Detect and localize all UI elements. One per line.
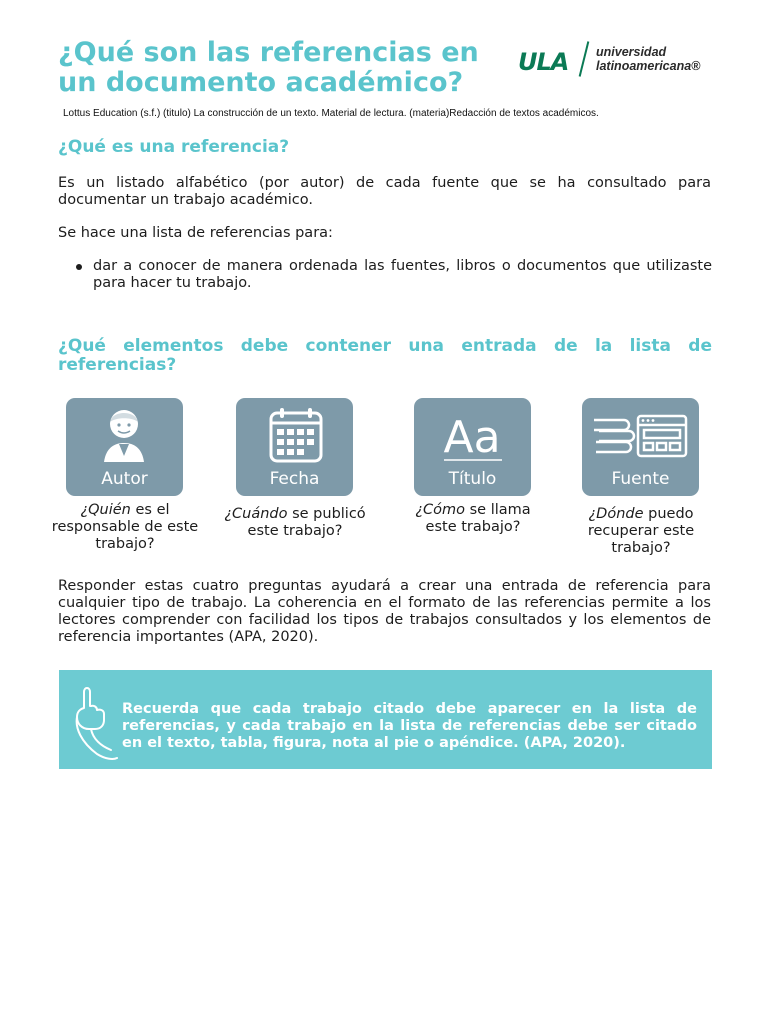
card-label: Título xyxy=(448,469,497,489)
bullet-icon xyxy=(76,264,82,270)
university-logo xyxy=(518,40,718,80)
caption-text: se llama este trabajo? xyxy=(425,502,531,535)
purpose-paragraph: Se hace una lista de referencias para: xyxy=(58,225,333,241)
definition-paragraph: Es un listado alfabético (por autor) de cada fuente que se ha consultado para documentar un trabajo académico. xyxy=(58,175,711,208)
list-item-text: dar a conocer de manera ordenada las fuentes, libros o documentos que utilizaste para hacer tu trabajo. xyxy=(93,258,712,291)
caption-text: se publicó este trabajo? xyxy=(247,506,366,539)
logo-name-line1: universidad xyxy=(596,45,667,59)
caption-emphasis: ¿Cómo xyxy=(415,502,466,518)
element-card-source xyxy=(582,398,699,496)
card-label: Fecha xyxy=(269,469,320,489)
elements-paragraph: Responder estas cuatro preguntas ayudará a crear una entrada de referencia para cualquier tipo de trabajo. La coherencia en el formato de las referencias permite a los lectores comprender con facilidad los tipos de trabajos consultados y los elementos de referencia importantes (APA, 2020). xyxy=(58,578,711,645)
pointing-hand-icon xyxy=(71,684,119,760)
card-label: Fuente xyxy=(611,469,670,489)
caption-emphasis: ¿Cuándo xyxy=(224,506,288,522)
card-caption xyxy=(220,506,370,540)
section-heading-definition: ¿Qué es una referencia? xyxy=(58,137,290,157)
card-caption xyxy=(50,502,200,553)
caption-text: es el responsable de este trabajo? xyxy=(51,502,199,552)
element-card-author xyxy=(66,398,183,496)
svg-text:Aa: Aa xyxy=(443,412,501,463)
section-heading-elements-line2: referencias? xyxy=(58,355,177,375)
section-heading-elements xyxy=(58,337,712,375)
logo-name-line2: latinoamericana® xyxy=(596,59,701,73)
card-caption xyxy=(398,502,548,536)
source-citation: Lottus Education (s.f.) (titulo) La construcción de un texto. Material de lectura. (materia)Redacción de textos académicos. xyxy=(63,108,599,119)
element-card-title xyxy=(414,398,531,496)
page-title: ¿Qué son las referencias en un documento académico? xyxy=(58,37,479,98)
logo-name xyxy=(596,45,700,73)
reminder-text: Recuerda que cada trabajo citado debe aparecer en la lista de referencias, y cada trabajo en la lista de referencias debe ser citado en el texto, tabla, figura, nota al pie o apéndice. (APA, 2020). xyxy=(122,701,697,751)
card-caption xyxy=(566,506,716,557)
caption-emphasis: ¿Dónde xyxy=(588,506,644,522)
element-card-date xyxy=(236,398,353,496)
logo-mark: ULA xyxy=(518,48,569,76)
list-item xyxy=(76,258,712,292)
caption-text: puedo recuperar este trabajo? xyxy=(587,506,695,556)
logo-divider xyxy=(579,41,590,76)
section-heading-elements-line1: ¿Qué elementos debe contener una entrada de la lista de xyxy=(58,336,712,356)
caption-emphasis: ¿Quién xyxy=(80,502,131,518)
card-label: Autor xyxy=(101,469,148,489)
reminder-box xyxy=(59,670,712,769)
